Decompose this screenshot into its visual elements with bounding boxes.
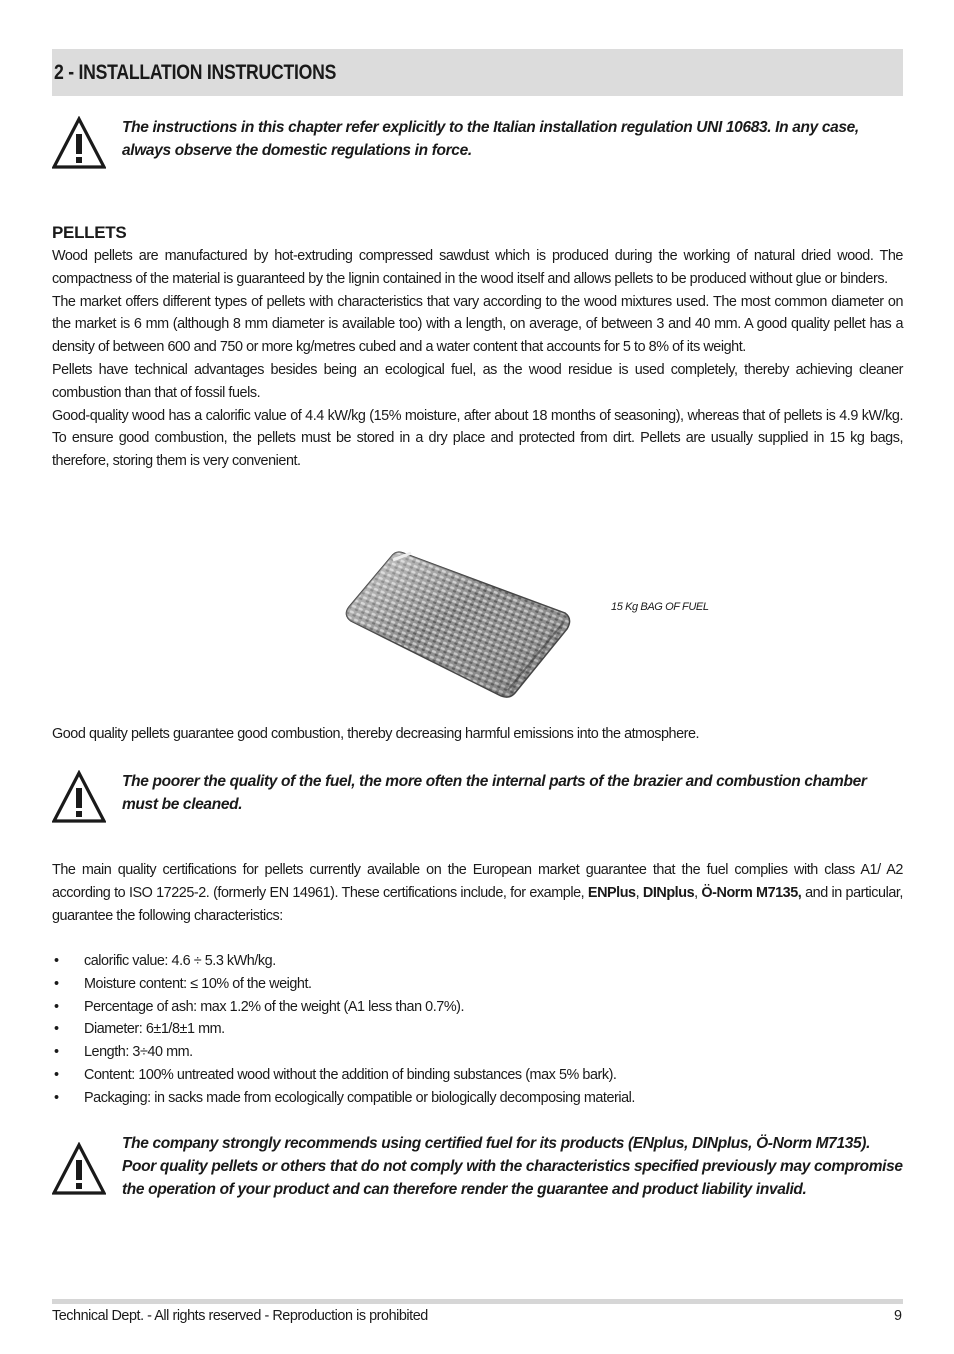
list-item: • Diameter: 6±1/8±1 mm. bbox=[52, 1018, 903, 1041]
warning-text: The poorer the quality of the fuel, the more often the internal parts of the brazier and combustion chamber must be cleaned. bbox=[122, 773, 867, 813]
cert-enplus: ENPlus bbox=[587, 884, 636, 901]
pellet-bag-image bbox=[343, 535, 578, 705]
list-item: • calorific value: 4.6 ÷ 5.3 kWh/kg. bbox=[52, 950, 903, 973]
warning-triangle-icon bbox=[52, 1142, 106, 1196]
paragraph: Good-quality wood has a calorific value of 4.4 kW/kg (15% moisture, after about 18 months of seasoning), whereas that of pellets is 4.9 kW/kg. To ensure good combustion, the pellets must be stored in a dry place and protected from dirt. Pellets are usually supplied in 15 kg bags, therefore, storing them is very convenient. bbox=[52, 407, 903, 470]
list-item: • Packaging: in sacks made from ecologically compatible or biologically decomposing material. bbox=[52, 1087, 903, 1110]
page-title: 2 - INSTALLATION INSTRUCTIONS bbox=[54, 60, 337, 84]
certifications-intro bbox=[52, 859, 903, 927]
characteristics-list bbox=[52, 950, 903, 1110]
image-caption: 15 Kg BAG OF FUEL bbox=[611, 601, 709, 613]
section-header bbox=[52, 49, 903, 96]
list-item: • Length: 3÷40 mm. bbox=[52, 1041, 903, 1064]
quality-statement: Good quality pellets guarantee good combustion, thereby decreasing harmful emissions into the atmosphere. bbox=[52, 726, 700, 742]
separator: , bbox=[694, 884, 702, 901]
warning-triangle-icon bbox=[52, 116, 106, 170]
warning-line: Poor quality pellets or others that do not comply with the characteristics specified previously may compromise the operation of your product and can therefore render the guarantee and product liability invalid. bbox=[122, 1158, 903, 1198]
paragraph: The market offers different types of pellets with characteristics that vary according to the wood mixtures used. The most common diameter on the market is 6 mm (although 8 mm diameter is available too) with a length, on average, of between 3 and 40 mm. A good quality pellet has a density of between 600 and 750 or more kg/metres cubed and a water content that accounts for 5 to 8% of its weight. bbox=[52, 293, 903, 356]
footer-divider bbox=[52, 1299, 903, 1304]
cert-dinplus: DINplus bbox=[642, 884, 695, 901]
intro-text: The main quality certifications for pellets currently available on the European market guarantee that the fuel complies with class A1/ A2 according to ISO 17225-2. (formerly EN 14961). These certifications include, for example, bbox=[52, 862, 903, 901]
list-item: • Content: 100% untreated wood without the addition of binding substances (max 5% bark). bbox=[52, 1064, 903, 1087]
list-item: • Moisture content: ≤ 10% of the weight. bbox=[52, 973, 903, 996]
warning-text: The instructions in this chapter refer explicitly to the Italian installation regulation UNI 10683. In any case, always observe the domestic regulations in force. bbox=[122, 119, 859, 159]
paragraph: Pellets have technical advantages besides being an ecological fuel, as the wood residue is used completely, thereby achieving cleaner combustion than that of fossil fuels. bbox=[52, 361, 903, 401]
paragraph: Wood pellets are manufactured by hot-extruding compressed sawdust which is produced during the working of natural dried wood. The compactness of the material is guaranteed by the lignin contained in the wood itself and allows pellets to be produced without glue or binders. bbox=[52, 248, 903, 287]
warning-triangle-icon bbox=[52, 770, 106, 824]
intro-text-end: and in particular, guarantee the following characteristics: bbox=[52, 884, 903, 924]
warning-text bbox=[122, 1132, 903, 1201]
section-title-pellets: PELLETS bbox=[52, 223, 127, 242]
pellets-description bbox=[52, 245, 903, 473]
separator: , bbox=[635, 884, 643, 901]
cert-onorm: Ö-Norm M7135, bbox=[701, 884, 802, 901]
page-number: 9 bbox=[893, 1308, 902, 1324]
warning-line: The company strongly recommends using certified fuel for its products (ENplus, DINplus, Ö-Norm M7135). bbox=[122, 1135, 871, 1152]
footer-copyright: Technical Dept. - All rights reserved - Reproduction is prohibited bbox=[52, 1308, 428, 1324]
list-item: • Percentage of ash: max 1.2% of the weight (A1 less than 0.7%). bbox=[52, 996, 903, 1019]
